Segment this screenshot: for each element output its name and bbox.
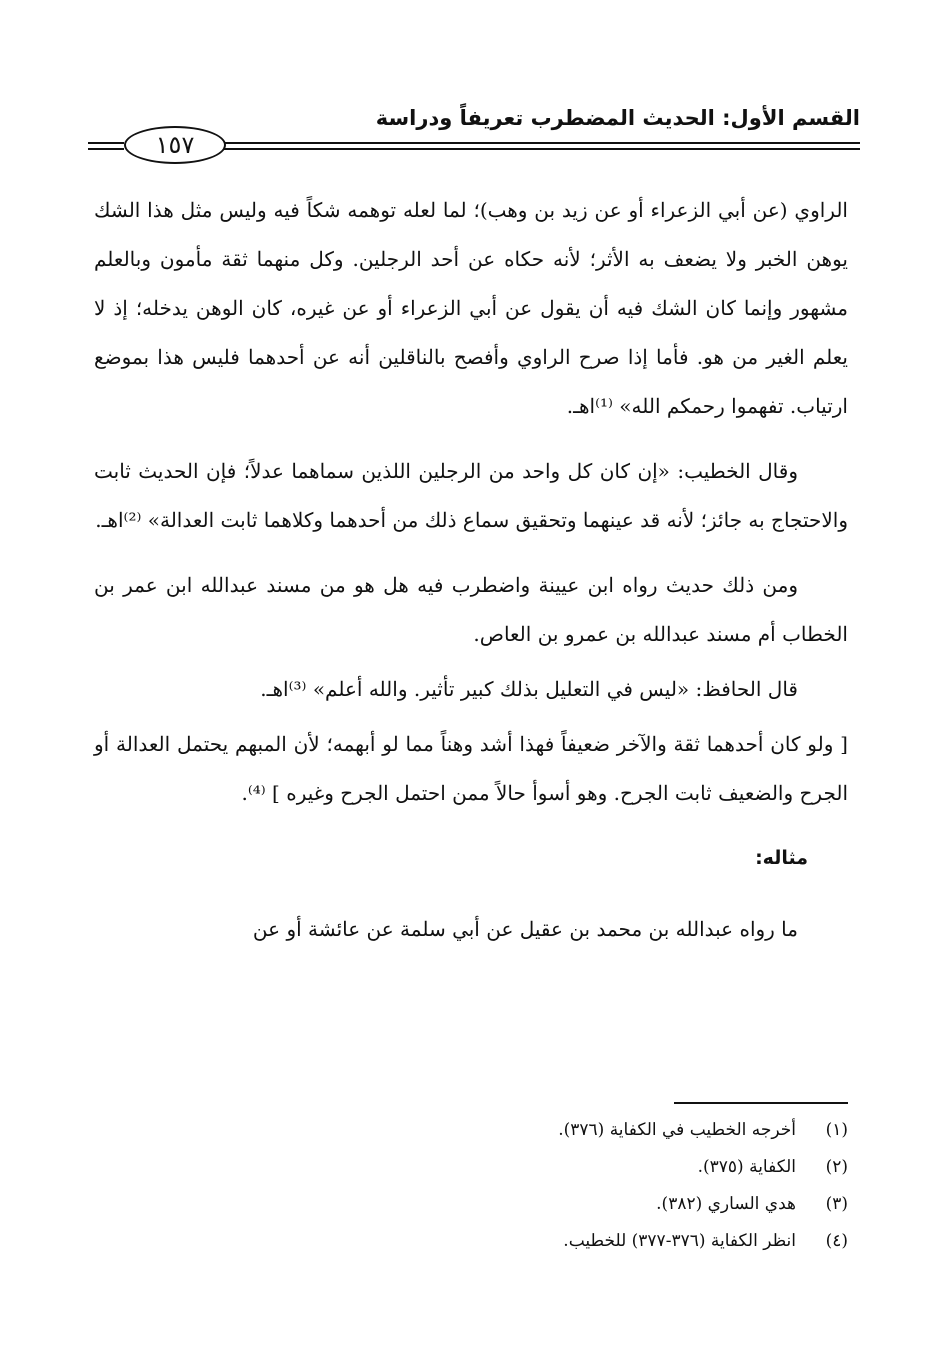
footnote-item (380, 1149, 848, 1186)
footnote-item (380, 1186, 848, 1223)
footnote-number: (١) (825, 1120, 848, 1140)
paragraph-example: ما رواه عبدالله بن محمد بن عقيل عن أبي سلمة عن عائشة أو عن (252, 917, 798, 941)
footnote-number: (٣) (825, 1194, 848, 1214)
paragraph-ibn-uyaynah: ومن ذلك حديث رواه ابن عيينة واضطرب فيه هل هو من مسند عبدالله ابن عمر بن الخطاب أم مسند عبدالله بن عمرو بن العاص. (94, 573, 848, 646)
main-text (94, 186, 848, 970)
paragraph-continuation: الراوي (عن أبي الزعراء أو عن زيد بن وهب)؛ لما لعله توهمه شكاً فيه وليس مثل هذا الشك يوهن الخبر ولا يضعف به الأثر؛ لأنه حكاه عن أحد الرجلين. وكل منهما ثقة مأمون وبالعلم مشهور وإنما كان الشك فيه أن يقول عن أبي الزعراء أو عن غيره، كان الوهن يدخله؛ إذ لا يعلم الغير من هو. فأما إذا صرح الراوي وأفصح بالناقلين أنه عن أحدهما فليس هذا بموضع ارتياب. تفهموا رحمكم الله» ⁽¹⁾اهـ. (94, 198, 849, 418)
footnote-text: انظر الكفاية (٣٧٦-٣٧٧) للخطيب. (563, 1231, 796, 1251)
footnote-item (380, 1223, 848, 1260)
running-title: القسم الأول: الحديث المضطرب تعريفاً ودراسة (375, 106, 860, 130)
footnote-number: (٢) (825, 1157, 848, 1177)
header-rule-left (88, 142, 124, 150)
footnote-text: الكفاية (٣٧٥). (697, 1157, 796, 1177)
paragraph-khatib-quote: وقال الخطيب: «إن كان كل واحد من الرجلين اللذين سماهما عدلاً؛ فإن الحديث ثابت والاحتجاج به جائز؛ لأنه قد عينهما وتحقيق سماع ذلك من أحدهما وكلاهما ثابت العدالة» ⁽²⁾اهـ. (94, 459, 848, 532)
header-rule (220, 142, 860, 150)
footnote-number: (٤) (825, 1231, 848, 1251)
page-number: ١٥٧ (124, 126, 226, 164)
footnote-rule (674, 1102, 848, 1104)
footnotes (380, 1112, 848, 1260)
paragraph-hafiz-quote: قال الحافظ: «ليس في التعليل بذلك كبير تأثير. والله أعلم» ⁽³⁾اهـ. (260, 677, 798, 701)
page-header (88, 96, 860, 166)
paragraph-bracketed-note: [ ولو كان أحدهما ثقة والآخر ضعيفاً فهذا أشد وهناً مما لو أبهمه؛ لأن المبهم يحتمل العدالة أو الجرح والضعيف ثابت الجرح. وهو أسوأ حالاً ممن احتمل الجرح وغيره ] ⁽⁴⁾. (94, 732, 848, 805)
footnote-item (380, 1112, 848, 1149)
example-heading: مثاله: (755, 847, 808, 869)
footnote-text: أخرجه الخطيب في الكفاية (٣٧٦). (558, 1120, 796, 1140)
footnote-text: هدي الساري (٣٨٢). (656, 1194, 796, 1214)
